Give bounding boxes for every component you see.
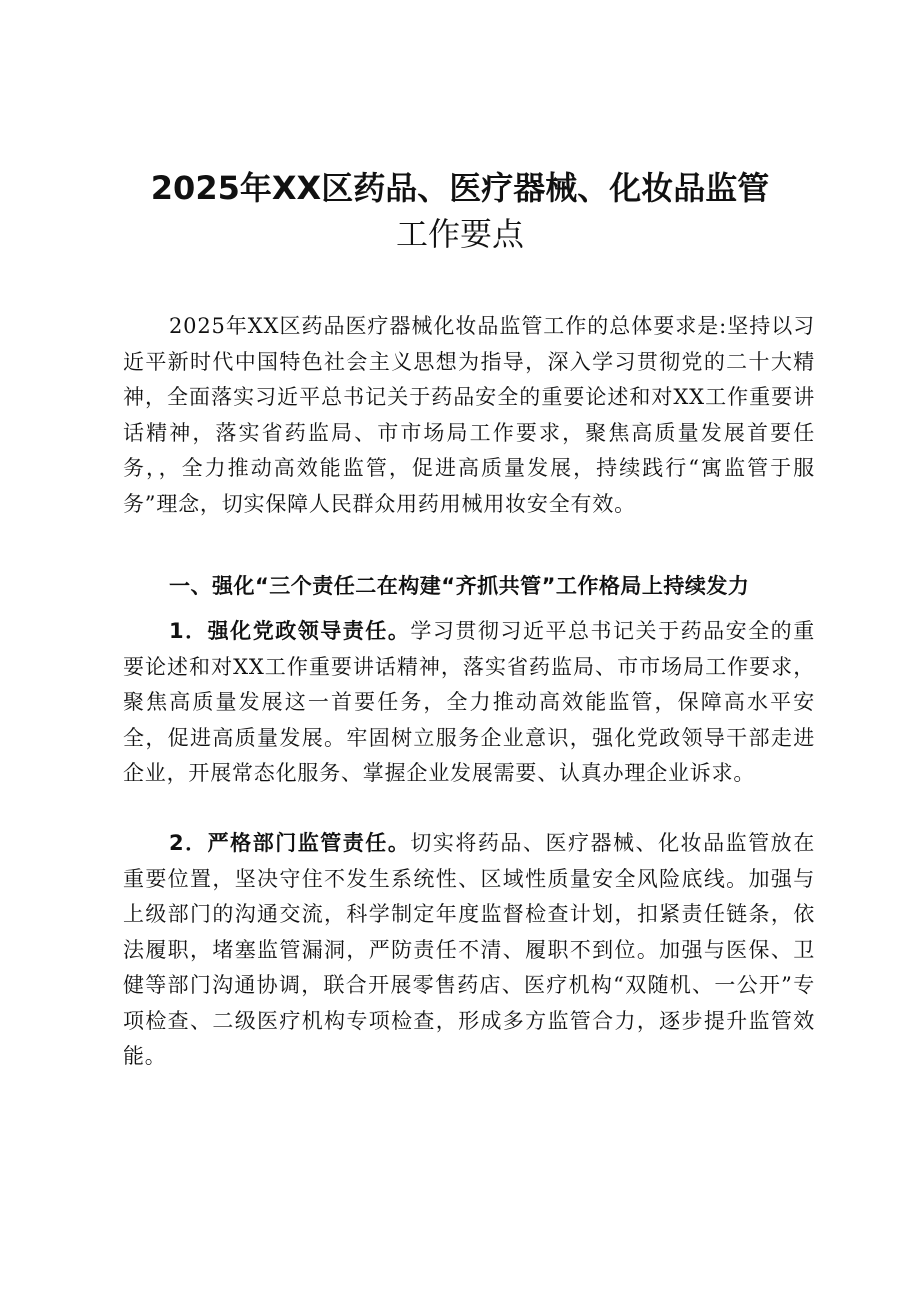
document-title-line-1: 2025年XX区药品、医疗器械、化妆品监管	[150, 169, 770, 207]
item-2-text: 切实将药品、医疗器械、化妆品监管放在重要位置，坚决守住不发生系统性、区域性质量安全风险底线。加强与上级部门的沟通交流，科学制定年度监督检查计划，扣紧责任链条，依法履职，堵塞监管漏洞，严防责任不清、履职不到位。加强与医保、卫健等部门沟通协调，联合开展零售药店、医疗机构“双随机、一公开”专项检查、二级医疗机构专项检查，形成多方监管合力，逐步提升监管效能。	[123, 831, 815, 1068]
item-2-paragraph	[123, 826, 815, 1075]
section-1-heading: 一、强化“三个责任二在构建“齐抓共管”工作格局上持续发力	[169, 574, 750, 598]
document-title-line-2: 工作要点	[395, 215, 524, 253]
item-1-lead: 1．强化党政领导责任。	[169, 619, 411, 643]
item-1-text: 学习贯彻习近平总书记关于药品安全的重要论述和对XX工作重要讲话精神，落实省药监局、市市场局工作要求，聚焦高质量发展这一首要任务，全力推动高效能监管，保障高水平安全，促进高质量发展。牢固树立服务企业意识，强化党政领导干部走进企业，开展常态化服务、掌握企业发展需要、认真办理企业诉求。	[123, 619, 815, 785]
item-2-lead: 2．严格部门监管责任。	[169, 831, 411, 855]
intro-paragraph: 2025年XX区药品医疗器械化妆品监管工作的总体要求是:坚持以习近平新时代中国特色社会主义思想为指导，深入学习贯彻党的二十大精神，全面落实习近平总书记关于药品安全的重要论述和对XX工作重要讲话精神，落实省药监局、市市场局工作要求，聚焦高质量发展首要任务，，全力推动高效能监管，促进高质量发展，持续践行“寓监管于服务”理念，切实保障人民群众用药用械用妆安全有效。	[123, 314, 815, 516]
item-1-paragraph	[123, 614, 815, 792]
